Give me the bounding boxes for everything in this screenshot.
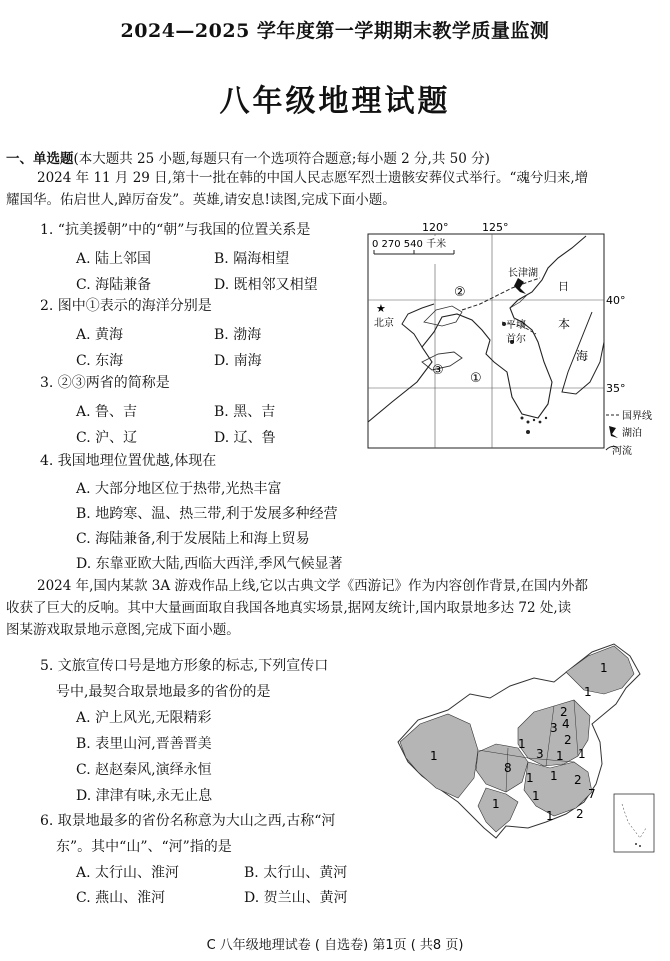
marker-3-label: ③ xyxy=(432,363,444,378)
beijing-label: 北京 xyxy=(374,318,394,329)
passage-2-line-3: 图某游戏取景地示意图,完成下面小题。 xyxy=(6,622,240,638)
count-zhejiang: 7 xyxy=(588,787,596,801)
section-note: (本大题共 25 小题,每题只有一个选项符合题意;每小题 2 分,共 50 分) xyxy=(73,151,490,167)
q3-option-c[interactable]: C. 沪、辽 xyxy=(76,430,138,446)
sea-hai-label: 海 xyxy=(576,349,589,363)
exam-title: 2024—2025 学年度第一学期期末教学质量监测 xyxy=(120,20,550,42)
marker-1-label: ① xyxy=(470,371,482,386)
count-shanxi-a: 3 xyxy=(550,721,558,735)
q2-stem: 2. 图中①表示的海洋分别是 xyxy=(40,298,212,314)
scale-label: 0 270 540 千米 xyxy=(372,239,447,250)
seoul-label: 首尔 xyxy=(506,334,526,345)
q6-option-c[interactable]: C. 燕山、淮河 xyxy=(76,890,166,906)
passage-1 xyxy=(6,167,658,211)
china-locations-map xyxy=(378,632,662,860)
count-henan: 1 xyxy=(556,749,564,763)
subject-title: 八年级地理试题 xyxy=(219,84,451,119)
q3-option-a[interactable]: A. 鲁、吉 xyxy=(76,404,138,420)
q2-option-c[interactable]: C. 东海 xyxy=(76,353,124,369)
count-hubei: 1 xyxy=(550,769,558,783)
q1-option-d[interactable]: D. 既相邻又相望 xyxy=(214,277,318,293)
pyongyang-label: 平壤 xyxy=(506,320,526,331)
q6-option-d[interactable]: D. 贺兰山、黄河 xyxy=(244,890,348,906)
count-hebei: 2 xyxy=(560,705,568,719)
south-china-sea-inset xyxy=(614,794,654,852)
q4-option-b[interactable]: B. 地跨寒、温、热三带,利于发展多种经营 xyxy=(76,506,338,522)
q3-option-d[interactable]: D. 辽、鲁 xyxy=(214,430,276,446)
count-heilongjiang: 1 xyxy=(600,661,608,675)
q6-stem-line-1: 6. 取景地最多的省份名称意为大山之西,古称“河 xyxy=(40,813,336,829)
count-hunan: 1 xyxy=(532,789,540,803)
q2-option-b[interactable]: B. 渤海 xyxy=(214,327,262,343)
count-yunnan: 1 xyxy=(492,797,500,811)
count-jiangsu: 1 xyxy=(578,747,586,761)
korea-map xyxy=(362,222,662,462)
count-shaanxi: 3 xyxy=(536,747,544,761)
passage-2-line-2: 收获了巨大的反响。其中大量画面取自我国各地真实场景,据网友统计,国内取景地多达 72 处,读 xyxy=(6,600,572,616)
q5-stem-line-2: 号中,最契合取景地最多的省份的是 xyxy=(56,684,271,700)
count-sichuan: 8 xyxy=(504,761,512,775)
passage-1-line-2: 耀国华。佑启世人,踔厉奋发”。英雄,请安息!读图,完成下面小题。 xyxy=(6,192,396,208)
count-xizang: 1 xyxy=(430,749,438,763)
count-shanxi-b: 4 xyxy=(562,717,570,731)
q5-option-d[interactable]: D. 津津有味,永无止息 xyxy=(76,788,213,804)
q5-stem-line-1: 5. 文旅宣传口号是地方形象的标志,下列宣传口 xyxy=(40,658,329,674)
section-heading xyxy=(6,147,490,167)
q6-stem-line-2: 东”。其中“山”、“河”指的是 xyxy=(56,839,232,855)
q3-stem: 3. ②③两省的简称是 xyxy=(40,375,170,391)
q1-option-a[interactable]: A. 陆上邻国 xyxy=(76,251,152,267)
passage-2-line-1: 2024 年,国内某款 3A 游戏作品上线,它以古典文学《西游记》作为内容创作背景,在国内外都 xyxy=(37,578,588,594)
beijing-star-icon: ★ xyxy=(376,302,386,315)
q4-option-a[interactable]: A. 大部分地区位于热带,光热丰富 xyxy=(76,481,282,497)
q1-stem: 1. “抗美援朝”中的“朝”与我国的位置关系是 xyxy=(40,222,311,238)
q6-option-b[interactable]: B. 太行山、黄河 xyxy=(244,865,348,881)
count-guangxi: 1 xyxy=(546,809,554,823)
q4-option-d[interactable]: D. 东靠亚欧大陆,西临大西洋,季风气候显著 xyxy=(76,556,343,572)
count-shandong: 2 xyxy=(564,733,572,747)
count-ningxia: 1 xyxy=(518,737,526,751)
legend-lake-label: 湖泊 xyxy=(622,428,642,439)
lon-125-label: 125° xyxy=(482,222,509,234)
q2-option-d[interactable]: D. 南海 xyxy=(214,353,262,369)
q4-stem: 4. 我国地理位置优越,体现在 xyxy=(40,453,217,469)
q5-option-a[interactable]: A. 沪上风光,无限精彩 xyxy=(76,710,212,726)
q4-option-c[interactable]: C. 海陆兼备,利于发展陆上和海上贸易 xyxy=(76,531,310,547)
count-fujian: 2 xyxy=(576,807,584,821)
count-chongqing: 1 xyxy=(526,771,534,785)
passage-1-line-1: 2024 年 11 月 29 日,第十一批在韩的中国人民志愿军烈士遗骸安葬仪式举行。“魂兮归来,增 xyxy=(37,170,589,186)
sea-ri-label: 日 xyxy=(558,280,569,293)
q2-option-a[interactable]: A. 黄海 xyxy=(76,327,124,343)
q3-option-b[interactable]: B. 黑、吉 xyxy=(214,404,276,420)
lat-40-label: 40° xyxy=(606,294,626,307)
q1-option-c[interactable]: C. 海陆兼备 xyxy=(76,277,152,293)
q6-option-a[interactable]: A. 太行山、淮河 xyxy=(76,865,180,881)
lon-120-label: 120° xyxy=(422,222,449,234)
legend-border-label: 国界线 xyxy=(622,411,652,422)
count-anhui: 2 xyxy=(574,773,582,787)
q5-option-b[interactable]: B. 表里山河,晋善晋美 xyxy=(76,736,212,752)
marker-2-label: ② xyxy=(454,285,466,300)
q5-option-c[interactable]: C. 赵赵秦风,演绎永恒 xyxy=(76,762,212,778)
count-jilin: 1 xyxy=(584,685,592,699)
q1-option-b[interactable]: B. 隔海相望 xyxy=(214,251,290,267)
legend-lake-icon xyxy=(609,426,618,438)
lat-35-label: 35° xyxy=(606,382,626,395)
sea-ben-label: 本 xyxy=(558,317,571,331)
section-label: 一、单选题 xyxy=(6,151,74,167)
legend-river-label: 河流 xyxy=(612,446,632,457)
changjin-lake-label: 长津湖 xyxy=(508,268,538,279)
page-footer: C 八年级地理试卷 ( 自选卷) 第1页 ( 共8 页) xyxy=(206,938,464,953)
